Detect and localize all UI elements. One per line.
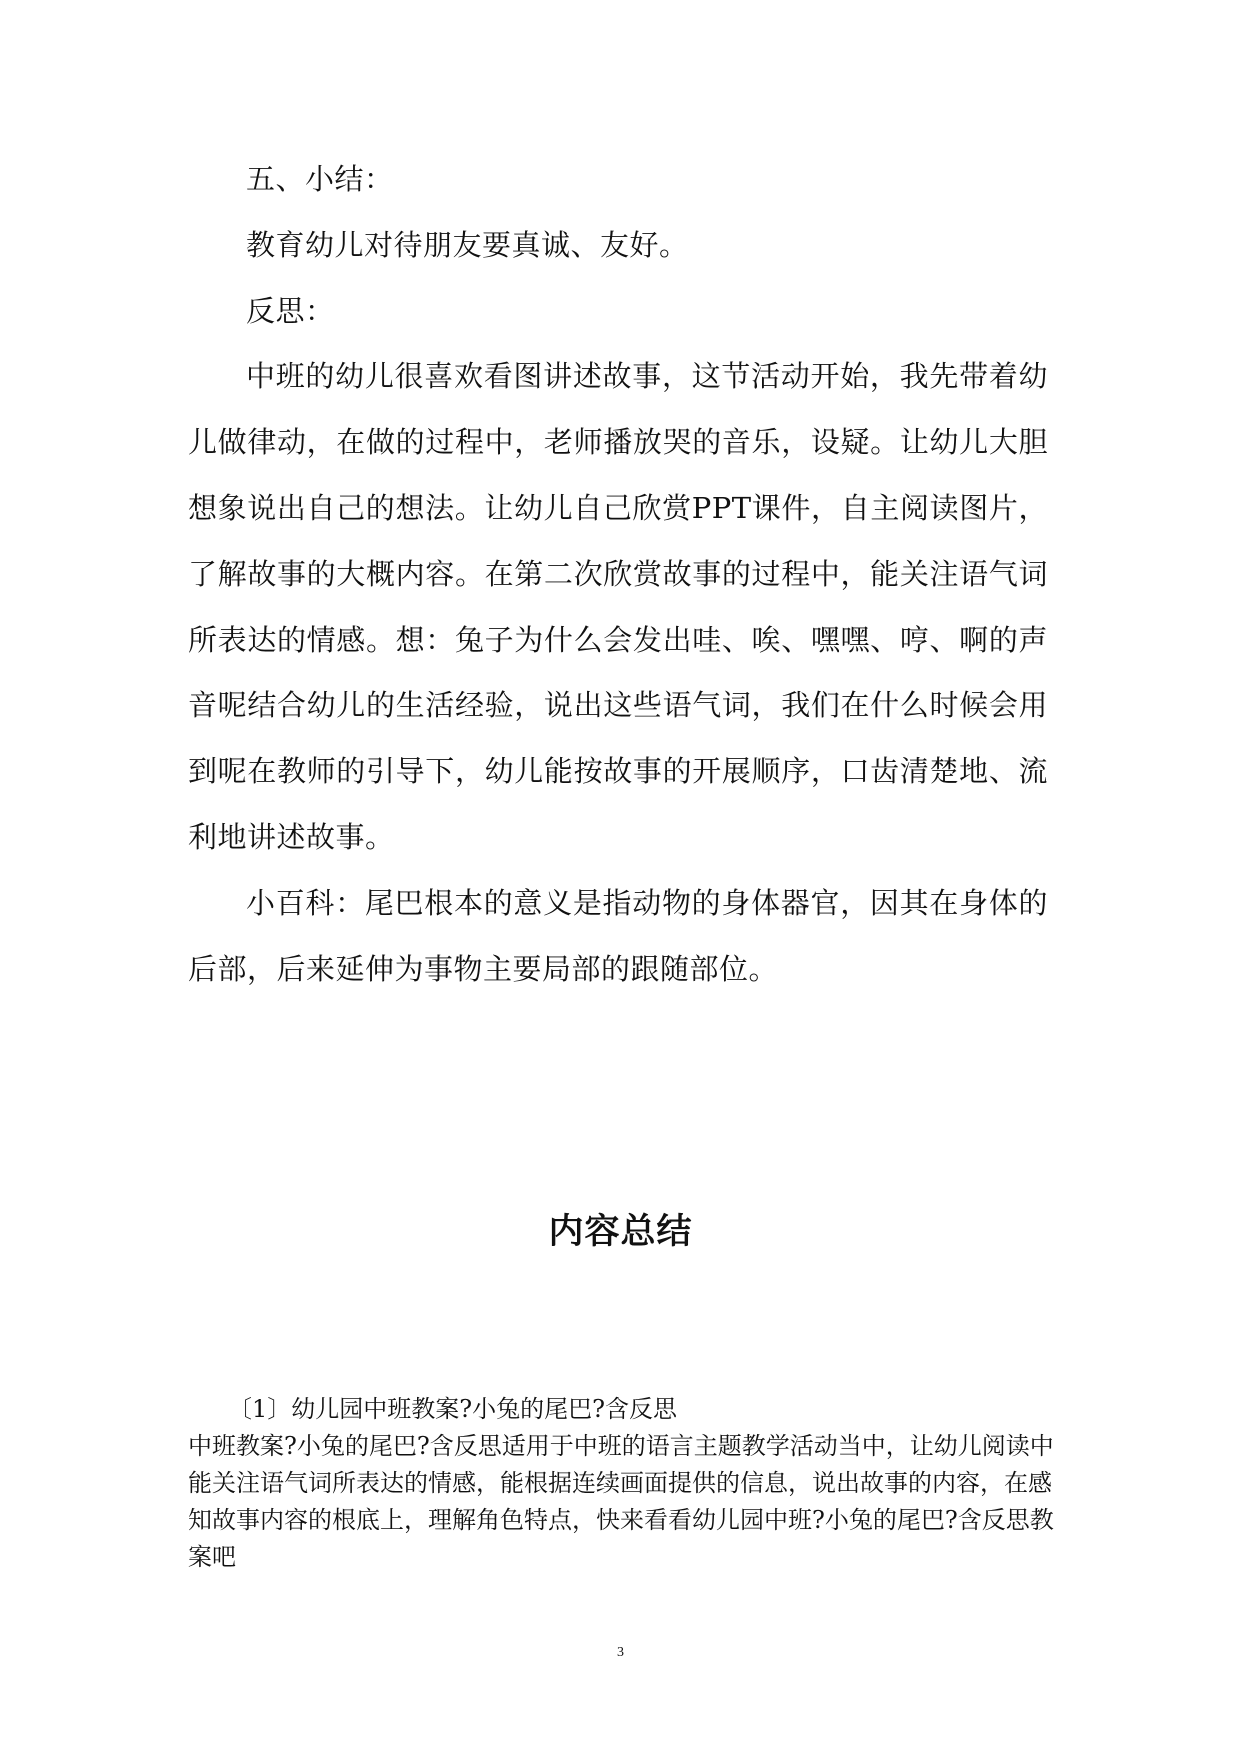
content-summary (188, 1391, 1058, 1576)
section-heading-summary: 五、小结： (246, 162, 394, 196)
encyclopedia-paragraph: 小百科：尾巴根本的意义是指动物的身体器官，因其在身体的后部，后来延伸为事物主要局部的跟随部位。 (188, 885, 1048, 986)
section-heading-reflection: 反思： (246, 293, 335, 328)
summary-item-label: 〔1〕幼儿园中班教案?小兔的尾巴?含反思 (228, 1395, 678, 1423)
summary-paragraph: 教育幼儿对待朋友要真诚、友好。 (246, 227, 689, 262)
body-text (188, 147, 1048, 1002)
reflection-paragraph: 中班的幼儿很喜欢看图讲述故事，这节活动开始，我先带着幼儿做律动，在做的过程中，老师播放哭的音乐，设疑。让幼儿大胆想象说出自己的想法。让幼儿自己欣赏PPT课件，自主阅读图片，了解故事的大概内容。在第二次欣赏故事的过程中，能关注语气词所表达的情感。想：兔子为什么会发出哇、唉、嘿嘿、哼、啊的声音呢结合幼儿的生活经验，说出这些语气词，我们在什么时候会用到呢在教师的引导下，幼儿能按故事的开展顺序，口齿清楚地、流利地讲述故事。 (188, 359, 1048, 854)
content-summary-heading: 内容总结 (548, 1212, 693, 1252)
summary-item-text: 中班教案?小兔的尾巴?含反思适用于中班的语言主题教学活动当中，让幼儿阅读中能关注语气词所表达的情感，能根据连续画面提供的信息，说出故事的内容，在感知故事内容的根底上，理解角色特点，快来看看幼儿园中班?小兔的尾巴?含反思教案吧 (188, 1432, 1054, 1571)
page-number: 3 (617, 1645, 624, 1660)
